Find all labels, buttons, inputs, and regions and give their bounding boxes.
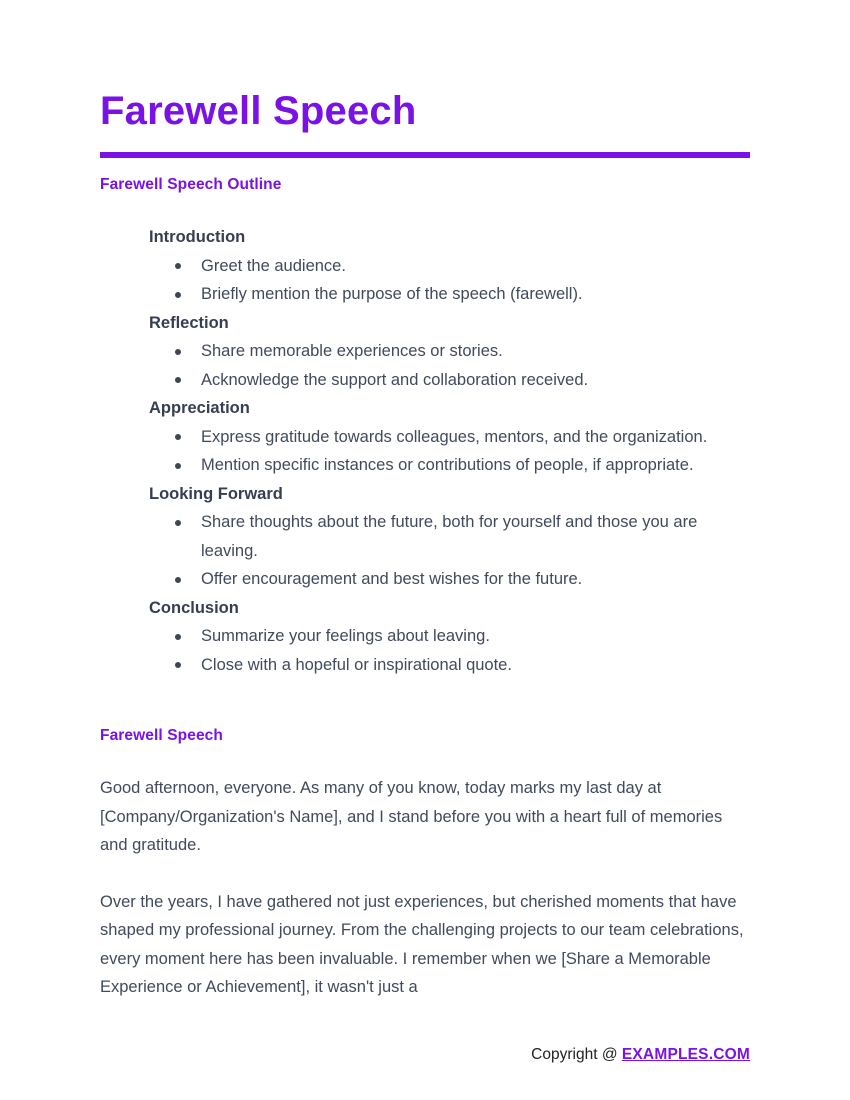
outline-list <box>149 423 750 480</box>
list-item <box>149 280 750 309</box>
outline-section-title: Reflection <box>149 313 229 332</box>
list-item-text: Briefly mention the purpose of the speech (farewell). <box>201 285 583 303</box>
outline-heading: Farewell Speech Outline <box>100 176 282 193</box>
list-item <box>149 622 750 651</box>
bullet-icon <box>175 662 181 668</box>
list-item-text: Summarize your feelings about leaving. <box>201 627 490 645</box>
bullet-icon <box>175 349 181 355</box>
outline-section-appreciation <box>149 394 750 480</box>
bullet-icon <box>175 463 181 469</box>
bullet-icon <box>175 292 181 298</box>
outline-list <box>149 622 750 679</box>
list-item-text: Offer encouragement and best wishes for the future. <box>201 570 583 588</box>
outline-section-title: Conclusion <box>149 598 239 617</box>
speech-heading: Farewell Speech <box>100 727 223 744</box>
list-item <box>149 508 750 565</box>
list-item <box>149 252 750 281</box>
bullet-icon <box>175 520 181 526</box>
speech-paragraph: Good afternoon, everyone. As many of you know, today marks my last day at [Company/Organization's Name], and I stand before you with a heart full of memories and gratitude. <box>100 779 723 854</box>
list-item <box>149 366 750 395</box>
outline-list <box>149 337 750 394</box>
list-item-text: Mention specific instances or contributions of people, if appropriate. <box>201 456 694 474</box>
list-item <box>149 337 750 366</box>
list-item-text: Greet the audience. <box>201 256 346 275</box>
page-title: Farewell Speech <box>100 89 417 133</box>
bullet-icon <box>175 434 181 440</box>
outline-section-title: Looking Forward <box>149 484 283 503</box>
list-item-text: Express gratitude towards colleagues, mentors, and the organization. <box>201 427 708 446</box>
list-item-text: Share thoughts about the future, both for yourself and those you are leaving. <box>201 513 698 560</box>
speech-outline <box>149 223 750 679</box>
outline-section-title: Appreciation <box>149 399 250 417</box>
bullet-icon <box>175 263 181 269</box>
list-item-text: Close with a hopeful or inspirational quote. <box>201 655 512 674</box>
outline-section-reflection <box>149 309 750 395</box>
brand-link[interactable]: EXAMPLES.COM <box>621 1046 750 1063</box>
outline-list <box>149 508 750 594</box>
list-item <box>149 565 750 594</box>
outline-section-looking-forward <box>149 480 750 594</box>
title-divider <box>100 152 750 158</box>
bullet-icon <box>175 377 181 383</box>
list-item <box>149 451 750 480</box>
outline-section-conclusion <box>149 594 750 680</box>
outline-section-introduction <box>149 223 750 309</box>
page-footer <box>531 1044 750 1066</box>
list-item <box>149 651 750 680</box>
list-item-text: Share memorable experiences or stories. <box>201 342 503 360</box>
speech-paragraph: Over the years, I have gathered not just experiences, but cherished moments that have shaped my professional journey. From the challenging projects to our team celebrations, every moment here has been invaluable. I remember when we [Share a Memorable Experience or Achievement], it wasn't just a <box>100 892 744 996</box>
outline-section-title: Introduction <box>149 228 246 246</box>
copyright-text: Copyright @ <box>531 1046 622 1063</box>
bullet-icon <box>175 634 181 640</box>
bullet-icon <box>175 577 181 583</box>
outline-list <box>149 252 750 309</box>
list-item <box>149 423 750 452</box>
list-item-text: Acknowledge the support and collaboration received. <box>201 370 589 389</box>
